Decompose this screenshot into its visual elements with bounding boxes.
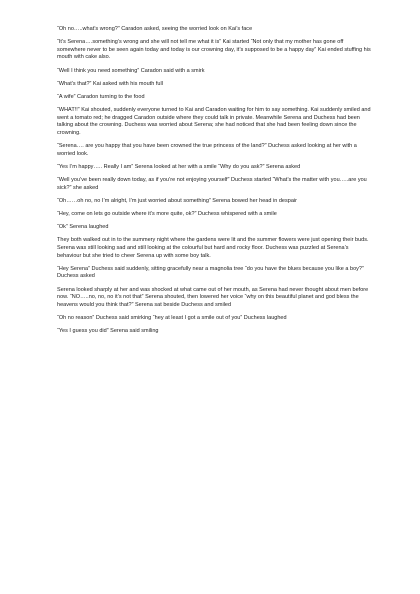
paragraph: “Hey, come on lets go outside where it’s more quite, ok?” Duchess whispered with a smile — [57, 211, 277, 218]
paragraph: “Well I think you need something” Caradon said with a smirk — [57, 67, 205, 74]
paragraph: “What’s that?” Kai asked with his mouth full — [57, 80, 163, 87]
paragraph: “Serena…. are you happy that you have been crowned the true princess of the land?” Duchess asked looking at her with a worried look. — [57, 143, 357, 157]
paragraph: “Hey Serena” Duchess said suddenly, sitting gracefully near a magnolia tree “do you have the blues because you like a boy?” Duchess asked — [57, 265, 364, 280]
paragraph: “Oh……oh no, no I’m alright, I’m just worried about something” Serena bowed her head in despair — [57, 197, 298, 204]
paragraph: “A wife” Caradon turning to the food — [57, 93, 145, 100]
paragraph: “Ok” Serena laughed — [57, 224, 109, 231]
paragraph: “Yes I’m happy….. Really I am” Serena looked at her with a smile “Why do you ask?” Serena asked — [57, 163, 301, 170]
paragraph: “Oh no…..what’s wrong?” Caradon asked, seeing the worried look on Kai’s face — [57, 26, 253, 32]
paragraph: “Well you’ve been really down today, as if you’re not enjoying yourself” Duchess started “What’s the matter with you…..are you sick?” she asked — [57, 177, 367, 191]
paragraph: “WHAT!!” Kai shouted, suddenly everyone turned to Kai and Caradon waiting for him to say something. Kai suddenly smiled and went a tomato red; he dragged Caradon outside where they could talk in private. Meanwhile Serena and Duchess had been talking about the crowning. Duchess was worried about Serena; she had noticed that she had been feeling down since the crowning. — [57, 107, 371, 136]
paragraph: “It’s Serena….something’s wrong and she will not tell me what it is” Kai started “Not only that my mother has gone off somewhere never to be seen again today and today is our crowning day, it’s supposed to be a happy day” Kai ended stuffing his mouth with cake also. — [57, 39, 371, 61]
paragraph: “Oh no reason” Duchess said smirking “hey at least I got a smile out of you” Duchess laughed — [57, 314, 287, 321]
paragraph: They both walked out in to the summery night where the gardens were lit and the summer flowers were just opening their buds. Serena was still looking sad and still looking at the colourful but hard and rocky floor. Duchess was puzzled at Serena’s behaviour but she tried to cheer Serena up with some boy talk. — [57, 237, 369, 259]
paragraph: “Yes I guess you did” Serena said smiling — [57, 328, 159, 335]
paragraph: Serena looked sharply at her and was shocked at what came out of her mouth, as Serena had never thought about men before now. “NO…..no, no, no it’s not that” Serena shouted, then lowered her voice “why on this beautiful planet and god bless the heavens would you think that?” Serena sat beside Duchess and smiled — [57, 286, 369, 308]
